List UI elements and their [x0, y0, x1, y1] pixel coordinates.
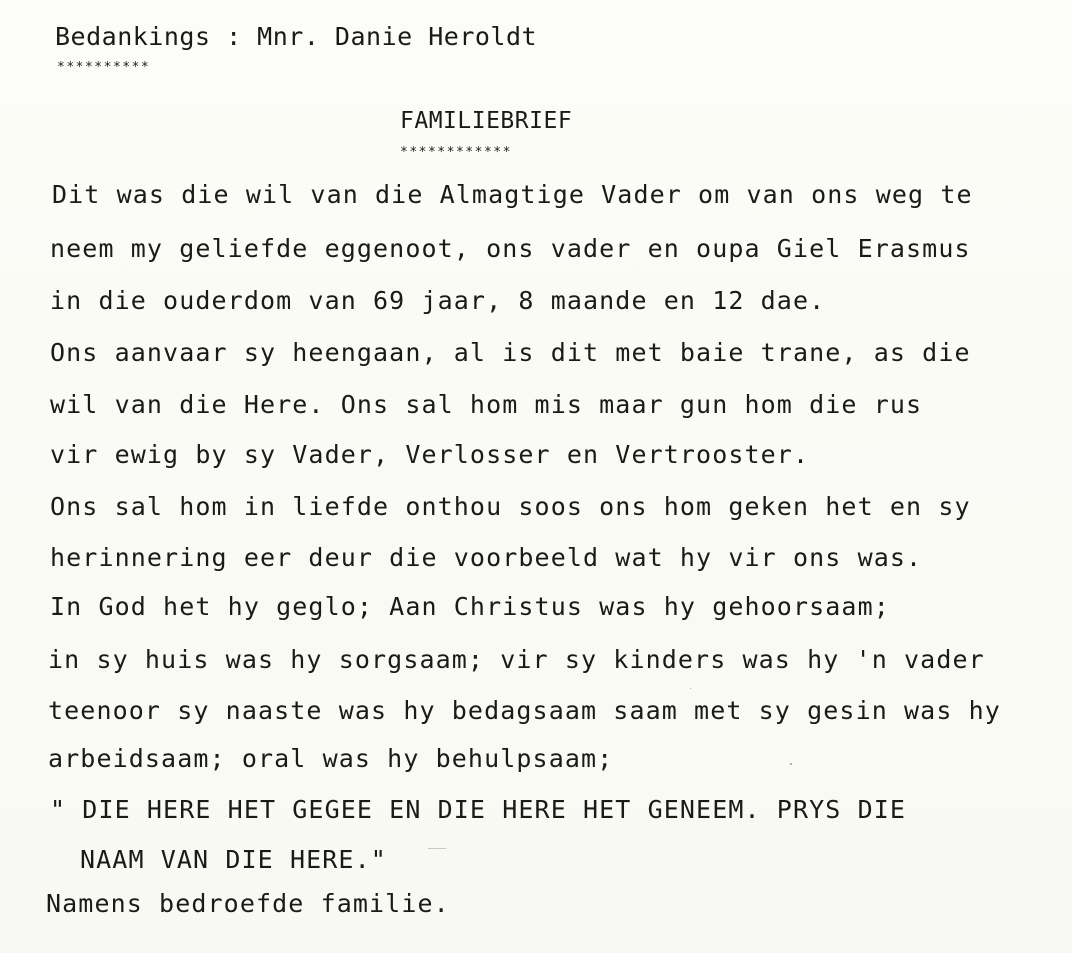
body-line-5: wil van die Here. Ons sal hom mis maar gun hom die rus [50, 390, 923, 419]
body-line-12: arbeidsaam; oral was hy behulpsaam; [48, 744, 614, 773]
heading-underline: ********** [57, 60, 151, 75]
letter-title: FAMILIEBRIEF [400, 108, 573, 134]
body-line-1: Dit was die wil van die Almagtige Vader om van ons weg te [52, 180, 973, 209]
body-line-7: Ons sal hom in liefde onthou soos ons hom geken het en sy [50, 492, 971, 521]
paper-speck [790, 763, 792, 765]
body-line-6: vir ewig by sy Vader, Verlosser en Vertrooster. [50, 440, 810, 469]
body-line-8: herinnering eer deur die voorbeeld wat hy vir ons was. [50, 543, 923, 572]
body-line-9: In God het hy geglo; Aan Christus was hy gehoorsaam; [50, 592, 890, 621]
title-underline: ************ [400, 145, 512, 160]
body-line-2: neem my geliefde eggenoot, ons vader en oupa Giel Erasmus [50, 234, 971, 263]
body-line-14: NAAM VAN DIE HERE." [80, 845, 387, 874]
paper-speck [428, 848, 446, 849]
body-line-4: Ons aanvaar sy heengaan, al is dit met baie trane, as die [50, 338, 971, 367]
body-line-13: " DIE HERE HET GEGEE EN DIE HERE HET GENEEM. PRYS DIE [50, 795, 907, 824]
heading: Bedankings : Mnr. Danie Heroldt [55, 22, 538, 51]
paper-speck [690, 688, 691, 689]
body-line-3: in die ouderdom van 69 jaar, 8 maande en 12 dae. [50, 286, 826, 315]
body-line-10: in sy huis was hy sorgsaam; vir sy kinders was hy 'n vader [48, 645, 985, 674]
closing-line: Namens bedroefde familie. [46, 889, 450, 918]
body-line-11: teenoor sy naaste was hy bedagsaam saam met sy gesin was hy [48, 696, 1001, 725]
